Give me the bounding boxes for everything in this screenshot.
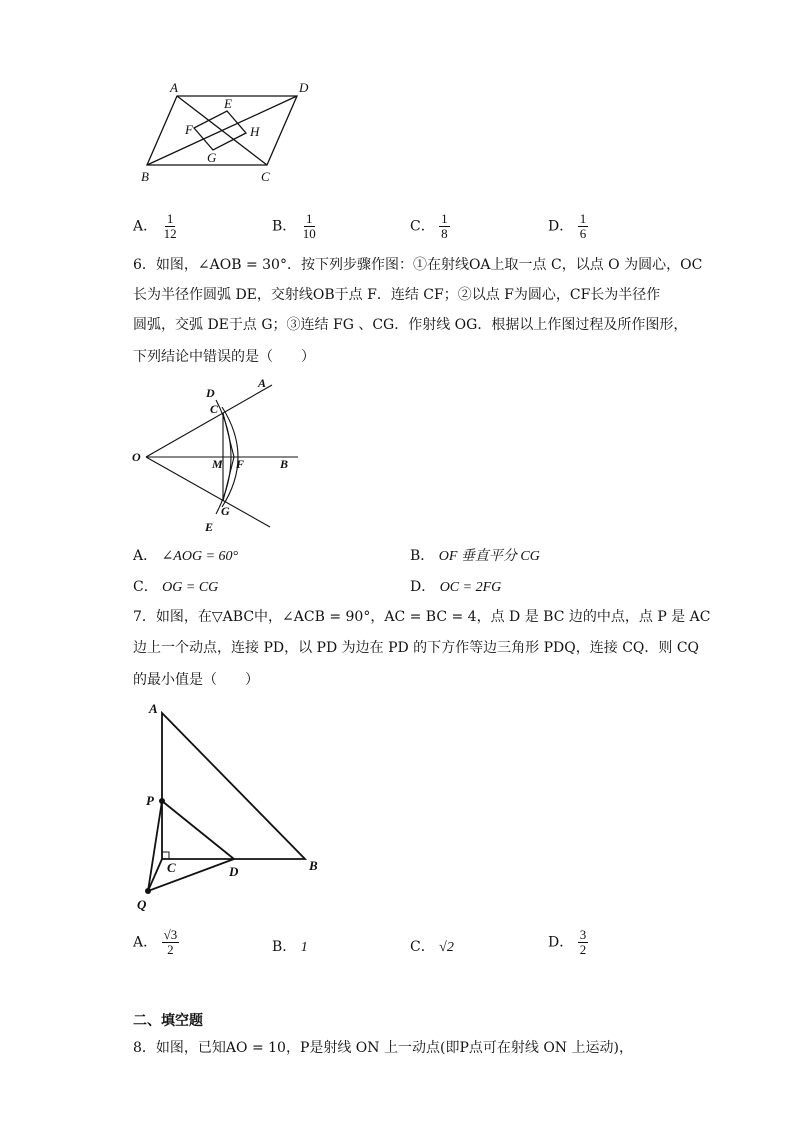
q7-option-c[interactable]: C． √2 — [410, 939, 454, 955]
q7-label-p: P — [146, 793, 154, 808]
q7-label-b: B — [309, 858, 318, 873]
q5-label-e: E — [224, 96, 232, 111]
q6-stem-line-2: 长为半径作圆弧 DE，交射线OB于点 F．连结 CF；②以点 F为圆心，CF长为半径作 — [133, 287, 661, 303]
q7-segment-pq — [148, 801, 162, 891]
q7-point-p — [159, 798, 165, 804]
q5-label-h: H — [250, 124, 260, 139]
q6-label-c: C — [210, 402, 219, 416]
q8-stem-line-1: 8．如图，已知AO = 10，P是射线 ON 上一动点(即P点可在射线 ON 上运动)， — [133, 1040, 633, 1056]
q6-option-c[interactable]: C． OG = CG — [133, 579, 219, 595]
q6-label-d: D — [206, 386, 215, 400]
q6-label-a: A — [258, 376, 267, 390]
q6-stem-line-4: 下列结论中错误的是（ ） — [133, 349, 315, 365]
q5-option-c[interactable]: C． $\frac{1}{8}$ — [410, 211, 448, 241]
q7-label-c: C — [167, 860, 176, 875]
q6-label-e: E — [205, 520, 214, 534]
q7-stem-line-1: 7．如图，在▽ABC中，∠ACB = 90°，AC = BC = 4，点 D 是 BC 边的中点，点 P 是 AC — [133, 609, 711, 625]
q7-option-b[interactable]: B． 1 — [272, 939, 308, 955]
q5-label-c: C — [261, 169, 270, 184]
q7-label-a: A — [149, 701, 158, 716]
q6-stem-line-3: 圆弧，交弧 DE于点 G；③连结 FG 、CG．作射线 OG．根据以上作图过程及所作图形， — [133, 317, 688, 333]
q7-stem-line-2: 边上一个动点，连接 PD，以 PD 为边在 PD 的下方作等边三角形 PDQ，连接 CQ．则 CQ — [133, 640, 700, 656]
q7-label-d: D — [229, 864, 239, 879]
q5-label-a: A — [170, 80, 178, 95]
q5-option-d[interactable]: D． $\frac{1}{6}$ — [548, 211, 587, 241]
q7-option-a[interactable]: A． $\frac{√3}{2}$ — [133, 927, 178, 957]
q5-label-b: B — [141, 169, 149, 184]
q5-square-efgh — [194, 111, 246, 150]
q6-label-m: M — [212, 457, 223, 471]
q6-option-d[interactable]: D． OC = 2FG — [410, 579, 502, 595]
q7-stem-line-3: 的最小值是（ ） — [133, 672, 259, 688]
q5-label-d: D — [299, 80, 309, 95]
q7-option-d[interactable]: D． $\frac{3}{2}$ — [548, 927, 587, 957]
q6-label-f: F — [236, 457, 245, 471]
q7-right-angle-mark — [162, 852, 169, 859]
q7-point-q — [145, 888, 151, 894]
q5-option-a[interactable]: A． $\frac{1}{12}$ — [133, 211, 177, 241]
q6-stem-line-1: 6．如图，∠AOB = 30°．按下列步骤作图：①在射线OA上取一点 C，以点 O 为圆心，OC — [133, 257, 703, 273]
q6-ray-oe — [146, 457, 270, 527]
q6-label-o: O — [132, 450, 141, 464]
q7-segment-pd — [162, 801, 234, 859]
q7-label-q: Q — [137, 897, 147, 912]
q6-option-b[interactable]: B． OF 垂直平分 CG — [410, 548, 540, 564]
q5-label-f: F — [185, 122, 193, 137]
q6-option-a[interactable]: A． ∠AOG = 60° — [133, 548, 239, 564]
q7-triangle-abc — [162, 713, 305, 859]
q5-option-b[interactable]: B． $\frac{1}{10}$ — [272, 211, 316, 241]
q5-parallelogram-figure — [135, 78, 325, 188]
q5-label-g: G — [207, 150, 217, 165]
q6-label-b: B — [280, 457, 289, 471]
q5-diagonal-bd — [147, 96, 297, 165]
section-fill-in-blank-title: 二、填空题 — [133, 1013, 203, 1029]
q7-triangle-figure — [130, 695, 330, 915]
q7-segment-dq — [148, 859, 234, 891]
q6-label-g: G — [221, 504, 230, 518]
q6-angle-construction-figure — [130, 375, 305, 535]
